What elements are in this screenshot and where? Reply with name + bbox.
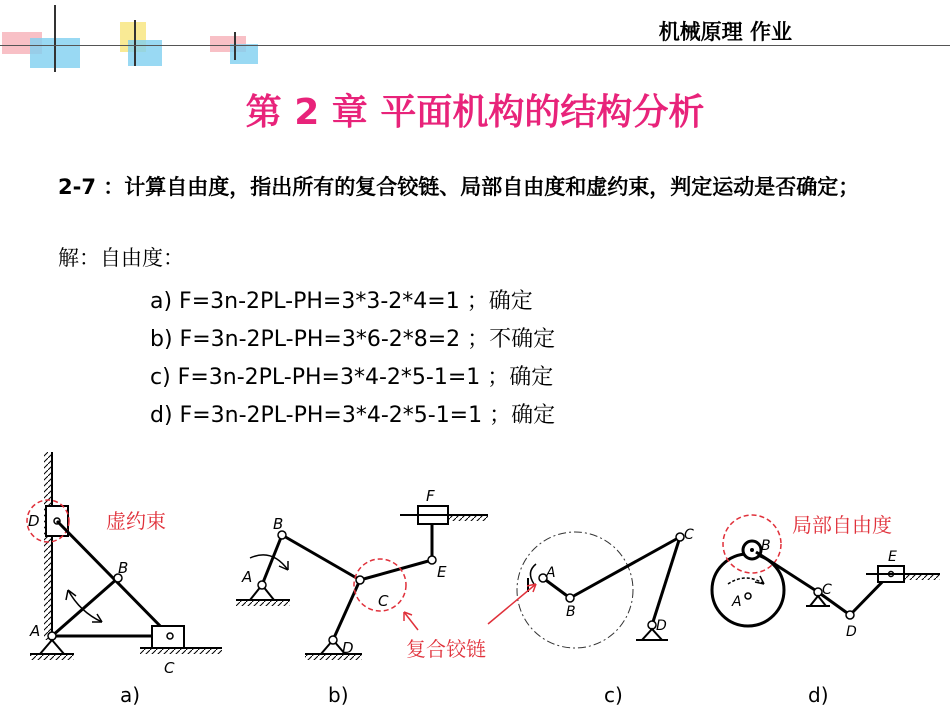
solution-label: 解：自由度： <box>58 246 184 270</box>
figure-a-caption: a) <box>120 683 141 707</box>
figure-b <box>236 487 488 707</box>
header-divider <box>0 45 950 46</box>
figure-a-annotation: 虚约束 <box>106 509 166 533</box>
figure-d-label-a: A <box>732 594 742 610</box>
problem-text: ：计算自由度，指出所有的复合铰链、局部自由度和虚约束，判定运动是否确定； <box>95 175 860 199</box>
header-title: 机械原理 作业 <box>658 20 792 44</box>
figure-d-caption: d) <box>808 683 829 707</box>
formula-a: a) F=3n-2PL-PH=3*3-2*4=1 ；确定 <box>150 289 533 314</box>
figure-d-label-d: D <box>846 624 857 640</box>
figure-c-caption: c) <box>604 683 623 707</box>
figure-a-label-d: D <box>28 512 40 530</box>
figure-b-label-d: D <box>342 639 354 657</box>
figure-b-label-e: E <box>437 563 447 581</box>
figure-d-label-e: E <box>888 549 897 565</box>
formula-c: c) F=3n-2PL-PH=3*4-2*5-1=1 ；确定 <box>150 365 554 390</box>
figure-a <box>27 452 222 707</box>
figure-a-label-a: A <box>30 622 41 640</box>
figure-c-label-b: B <box>566 604 576 620</box>
figure-b-caption: b) <box>328 683 349 707</box>
figure-b-label-f: F <box>426 487 435 505</box>
chapter-title: 第 2 章 平面机构的结构分析 <box>245 92 705 133</box>
figure-a-label-c: C <box>164 659 175 677</box>
formula-b: b) F=3n-2PL-PH=3*6-2*8=2 ；不确定 <box>150 327 556 352</box>
formula-d: d) F=3n-2PL-PH=3*4-2*5-1=1 ；确定 <box>150 403 556 428</box>
figure-c <box>488 527 694 707</box>
figure-b-label-c: C <box>378 592 389 610</box>
problem-number: 2-7 <box>58 175 96 199</box>
figure-b-label-a: A <box>242 568 253 586</box>
problem-statement <box>58 172 938 203</box>
mechanism-figures <box>0 440 950 713</box>
figure-b-annotation: 复合铰链 <box>406 637 486 661</box>
figure-c-label-a: A <box>546 565 556 581</box>
figure-b-label-b: B <box>273 515 284 533</box>
figure-c-label-c: C <box>684 527 694 543</box>
figure-a-label-b: B <box>118 559 129 577</box>
figure-d <box>712 513 940 707</box>
figure-d-label-c: C <box>822 582 832 598</box>
figure-d-annotation: 局部自由度 <box>792 513 892 537</box>
figure-d-label-b: B <box>761 538 771 554</box>
figure-c-label-d: D <box>656 618 667 634</box>
